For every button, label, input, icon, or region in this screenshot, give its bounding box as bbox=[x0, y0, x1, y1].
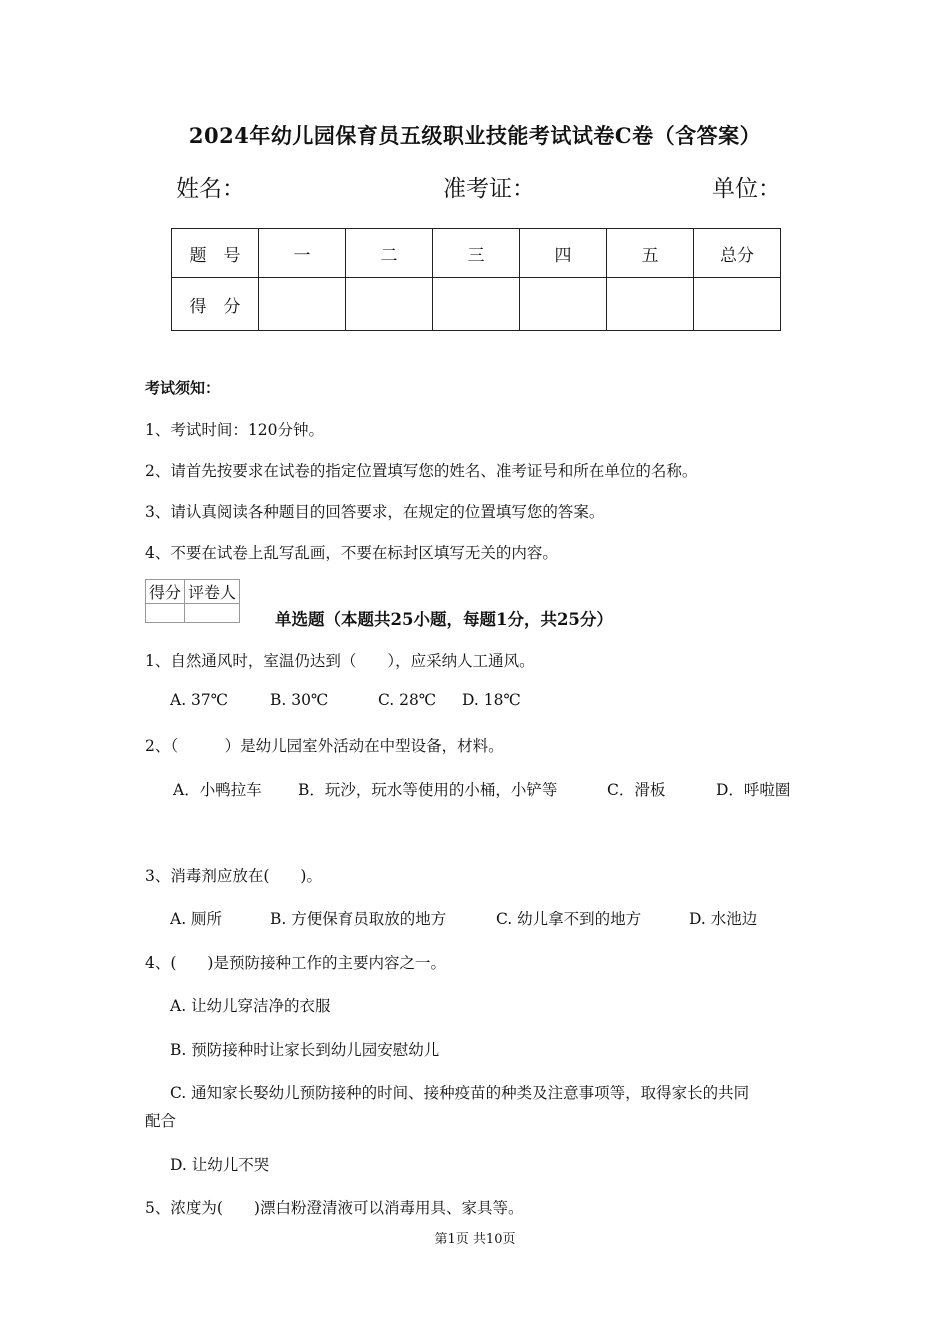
page-footer: 第1页 共10页 bbox=[434, 1232, 516, 1247]
score-header-cell: 题 号 bbox=[172, 229, 259, 278]
question-option: D. 让幼儿不哭 bbox=[170, 1156, 270, 1174]
notice-item: 4、不要在试卷上乱写乱画，不要在标封区填写无关的内容。 bbox=[145, 544, 558, 562]
grader-box bbox=[145, 579, 240, 623]
score-header-cell: 四 bbox=[520, 229, 607, 278]
score-cell bbox=[694, 278, 781, 331]
question-option: B. 30℃ bbox=[270, 691, 329, 709]
question-stem: 3、消毒剂应放在( )。 bbox=[145, 867, 322, 885]
question-option: B. 方便保育员取放的地方 bbox=[270, 910, 447, 928]
grader-header-row bbox=[146, 580, 240, 604]
question-option: D. 水池边 bbox=[689, 910, 758, 928]
notice-heading: 考试须知： bbox=[145, 379, 221, 397]
score-header-cell: 总分 bbox=[694, 229, 781, 278]
score-table-header-row bbox=[172, 229, 781, 278]
name-field-label: 姓名： bbox=[176, 176, 245, 202]
question-option: A. 厕所 bbox=[170, 910, 223, 928]
question-stem: 2、（ ）是幼儿园室外活动在中型设备，材料。 bbox=[145, 737, 504, 755]
score-row-label: 得 分 bbox=[172, 278, 259, 331]
notice-item: 3、请认真阅读各种题目的回答要求，在规定的位置填写您的答案。 bbox=[145, 503, 605, 521]
score-cell bbox=[520, 278, 607, 331]
question-option: C. 28℃ bbox=[378, 691, 437, 709]
grader-blank-row bbox=[146, 604, 240, 623]
grader-reviewer-label: 评卷人 bbox=[185, 580, 240, 604]
question-option: A．小鸭拉车 bbox=[173, 781, 262, 799]
question-option: C. 幼儿拿不到的地方 bbox=[496, 910, 642, 928]
exam-id-field-label: 准考证： bbox=[443, 176, 535, 202]
score-header-cell: 五 bbox=[607, 229, 694, 278]
score-cell bbox=[259, 278, 346, 331]
question-option: C．滑板 bbox=[607, 781, 666, 799]
question-option: B．玩沙，玩水等使用的小桶，小铲等 bbox=[298, 781, 558, 799]
question-option: C. 通知家长娶幼儿预防接种的时间、接种疫苗的种类及注意事项等，取得家长的共同 bbox=[170, 1084, 750, 1102]
question-option: B. 预防接种时让家长到幼儿园安慰幼儿 bbox=[170, 1041, 440, 1059]
question-option-continuation: 配合 bbox=[145, 1112, 177, 1130]
notice-item: 2、请首先按要求在试卷的指定位置填写您的姓名、准考证号和所在单位的名称。 bbox=[145, 462, 698, 480]
notice-item: 1、考试时间：120分钟。 bbox=[145, 421, 324, 439]
grader-blank-cell bbox=[185, 604, 240, 623]
exam-title: 2024年幼儿园保育员五级职业技能考试试卷C卷（含答案） bbox=[188, 123, 762, 148]
score-cell bbox=[346, 278, 433, 331]
question-option: A. 37℃ bbox=[170, 691, 229, 709]
score-table-score-row bbox=[172, 278, 781, 331]
question-stem: 4、( )是预防接种工作的主要内容之一。 bbox=[145, 954, 446, 972]
question-option: A. 让幼儿穿洁净的衣服 bbox=[170, 997, 331, 1015]
question-stem: 1、自然通风时，室温仍达到（ ），应采纳人工通风。 bbox=[145, 652, 535, 670]
score-header-cell: 一 bbox=[259, 229, 346, 278]
question-stem: 5、浓度为( )漂白粉澄清液可以消毒用具、家具等。 bbox=[145, 1199, 524, 1217]
section-title: 单选题（本题共25小题，每题1分，共25分） bbox=[275, 610, 613, 629]
score-table bbox=[171, 228, 781, 331]
grader-score-label: 得分 bbox=[146, 580, 185, 604]
score-cell bbox=[607, 278, 694, 331]
grader-blank-cell bbox=[146, 604, 185, 623]
score-cell bbox=[433, 278, 520, 331]
question-option: D．呼啦圈 bbox=[716, 781, 791, 799]
score-header-cell: 三 bbox=[433, 229, 520, 278]
question-option: D. 18℃ bbox=[462, 691, 521, 709]
score-header-cell: 二 bbox=[346, 229, 433, 278]
unit-field-label: 单位： bbox=[712, 176, 781, 202]
